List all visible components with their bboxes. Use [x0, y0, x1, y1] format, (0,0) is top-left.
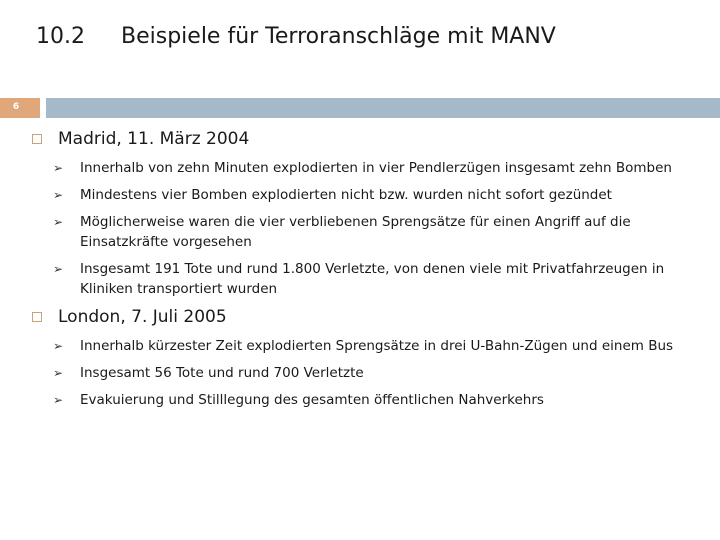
slide-number-bar [0, 98, 40, 118]
list-item: ➢ Mindestens vier Bomben explodierten nicht bzw. wurden nicht sofort gezündet [53, 187, 612, 203]
header-divider-bar [46, 98, 720, 118]
square-bullet-icon [32, 134, 42, 144]
section-heading-london: London, 7. Juli 2005 [28, 306, 708, 328]
square-bullet-icon [32, 312, 42, 322]
arrow-bullet-icon: ➢ [53, 366, 64, 380]
slide-number: 6 [12, 102, 20, 112]
list-item: ➢ Innerhalb kürzester Zeit explodierten Sprengsätze in drei U-Bahn-Zügen und einem Bus [53, 338, 674, 354]
arrow-bullet-icon: ➢ [53, 339, 64, 353]
list-item: ➢ Evakuierung und Stilllegung des gesamten öffentlichen Nahverkehrs [53, 392, 544, 408]
section-number: 10.2 [36, 24, 85, 49]
list-item: ➢ Innerhalb von zehn Minuten explodierten in vier Pendlerzügen insgesamt zehn Bomben [53, 160, 672, 176]
arrow-bullet-icon: ➢ [53, 161, 64, 175]
bullet-list-london [28, 336, 708, 410]
list-item: ➢ Insgesamt 56 Tote und rund 700 Verletzte [53, 365, 364, 381]
section-heading-madrid: Madrid, 11. März 2004 [28, 128, 708, 150]
arrow-bullet-icon: ➢ [53, 188, 64, 202]
arrow-bullet-icon: ➢ [53, 393, 64, 407]
slide-content [28, 128, 708, 417]
list-item: ➢ Insgesamt 191 Tote und rund 1.800 Verletzte, von denen viele mit Privatfahrzeugen in Kliniken transportiert wurden [53, 261, 665, 297]
list-item: ➢ Möglicherweise waren die vier verbliebenen Sprengsätze für einen Angriff auf die Einsatzkräfte vorgesehen [53, 214, 631, 250]
bullet-list-madrid [28, 158, 708, 299]
slide-title: Beispiele für Terroranschläge mit MANV [121, 24, 556, 49]
arrow-bullet-icon: ➢ [53, 215, 64, 229]
arrow-bullet-icon: ➢ [53, 262, 64, 276]
